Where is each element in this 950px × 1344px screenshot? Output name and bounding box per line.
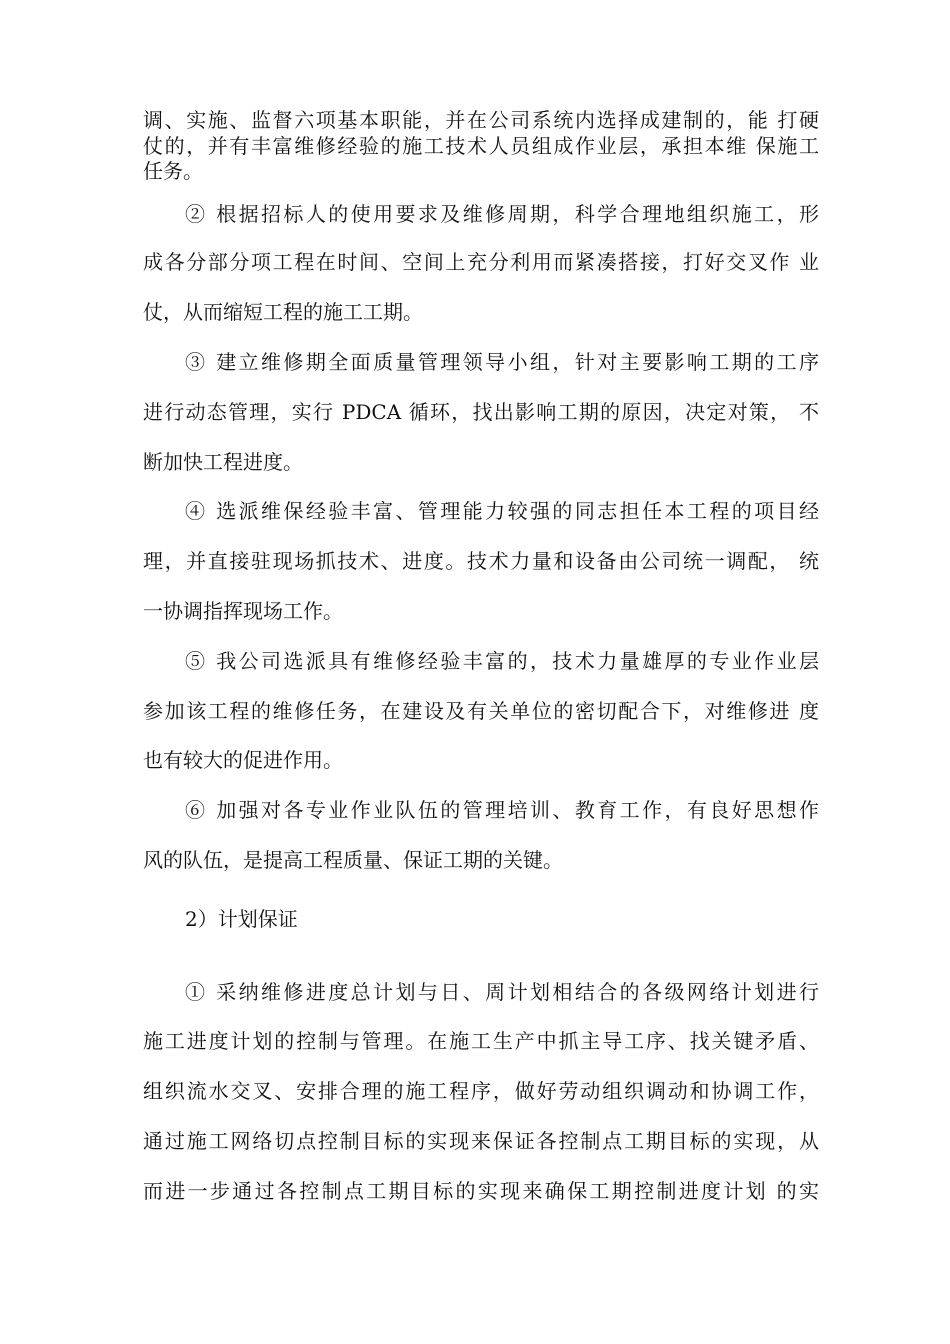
- text-line: 调、实施、监督六项基本职能，并在公司系统内选择成建制的，能 打硬: [143, 108, 819, 132]
- text-line: 仗的，并有丰富维修经验的施工技术人员组成作业层，承担本维 保施工: [143, 134, 819, 158]
- text-line: 一协调指挥现场工作。: [143, 599, 343, 623]
- text-line: 进行动态管理，实行 PDCA 循环，找出影响工期的原因，决定对策， 不: [143, 400, 819, 424]
- text-line: 理，并直接驻现场抓技术、进度。技术力量和设备由公司统一调配， 统: [143, 549, 819, 573]
- text-line: ② 根据招标人的使用要求及维修周期，科学合理地组织施工，形: [185, 202, 819, 226]
- section-heading: 2）计划保证: [185, 907, 298, 931]
- text-line: ⑤ 我公司选派具有维修经验丰富的，技术力量雄厚的专业作业层: [185, 649, 819, 673]
- text-line: ⑥ 加强对各专业作业队伍的管理培训、教育工作，有良好思想作: [185, 798, 819, 822]
- text-line: 而进一步通过各控制点工期目标的实现来确保工期控制进度计划 的实: [143, 1179, 819, 1203]
- text-line: 参加该工程的维修任务，在建设及有关单位的密切配合下，对维修进 度: [143, 699, 819, 723]
- text-line: 组织流水交叉、安排合理的施工程序，做好劳动组织调动和协调工作，: [143, 1079, 819, 1103]
- text-line: 风的队伍，是提高工程质量、保证工期的关键。: [143, 848, 563, 872]
- text-line: ① 采纳维修进度总计划与日、周计划相结合的各级网络计划进行: [185, 980, 819, 1004]
- text-line: 施工进度计划的控制与管理。在施工生产中抓主导工序、找关键矛盾、: [143, 1029, 819, 1053]
- text-line: 通过施工网络切点控制目标的实现来保证各控制点工期目标的实现，从: [143, 1129, 819, 1153]
- text-line: 成各分部分项工程在时间、空间上充分利用而紧凑搭接，打好交叉作 业: [143, 250, 819, 274]
- text-line: 任务。: [143, 159, 203, 183]
- text-line: 断加快工程进度。: [143, 450, 303, 474]
- text-line: 仗，从而缩短工程的施工工期。: [143, 300, 423, 324]
- text-line: 也有较大的促进作用。: [143, 748, 343, 772]
- text-line: ④ 选派维保经验丰富、管理能力较强的同志担任本工程的项目经: [185, 499, 819, 523]
- text-line: ③ 建立维修期全面质量管理领导小组，针对主要影响工期的工序: [185, 350, 819, 374]
